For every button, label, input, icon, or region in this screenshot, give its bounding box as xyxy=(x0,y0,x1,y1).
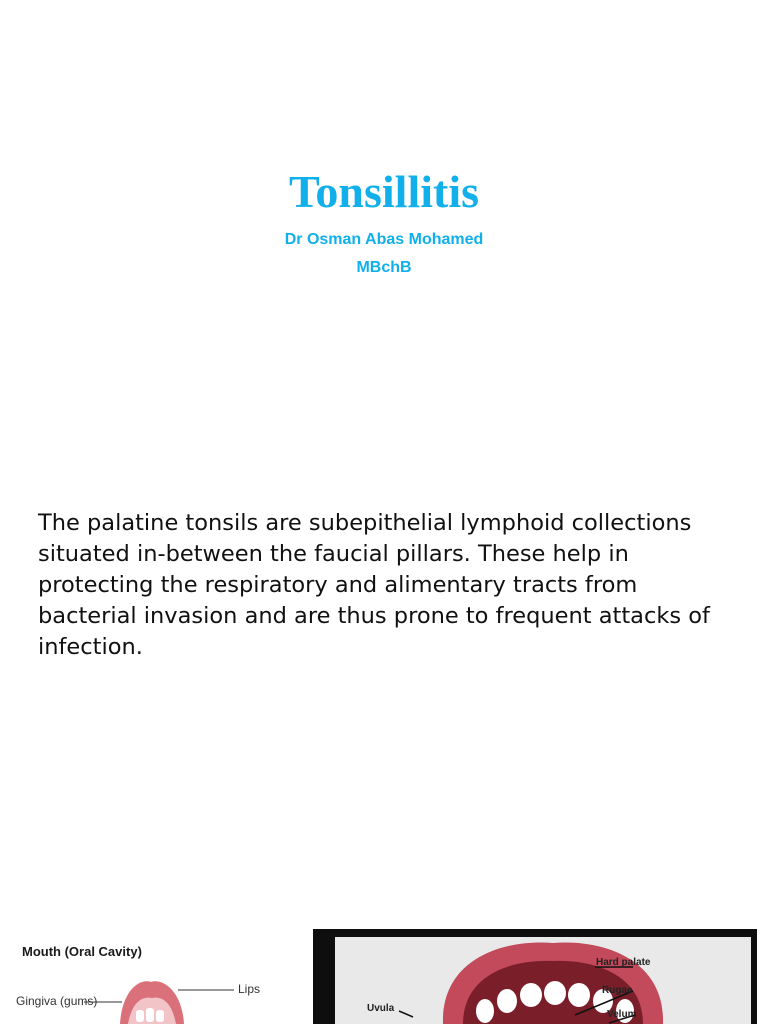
mouth-diagram-figure xyxy=(0,930,300,1024)
mouth-diagram-title: Mouth (Oral Cavity) xyxy=(22,944,142,959)
oral-cavity-photo-figure xyxy=(313,929,757,1024)
intro-paragraph: The palatine tonsils are subepithelial lymphoid collections situated in-between the faucial pillars. These help in protecting the respiratory and alimentary tracts from bacterial invasion and are thus prone to frequent attacks of infection. xyxy=(38,510,710,660)
label-gingiva: Gingiva (gums) xyxy=(16,994,98,1008)
slide-title: Tonsillitis xyxy=(288,166,480,217)
label-rugae: Rugae xyxy=(602,985,633,996)
label-uvula: Uvula xyxy=(367,1003,395,1014)
label-hard-palate: Hard palate xyxy=(596,957,651,968)
mouth-drawing xyxy=(0,930,300,1024)
author-degree: MBchB xyxy=(356,259,412,276)
author-name: Dr Osman Abas Mohamed xyxy=(284,231,484,248)
label-velum: Velum xyxy=(607,1009,637,1020)
label-lips: Lips xyxy=(238,982,261,996)
